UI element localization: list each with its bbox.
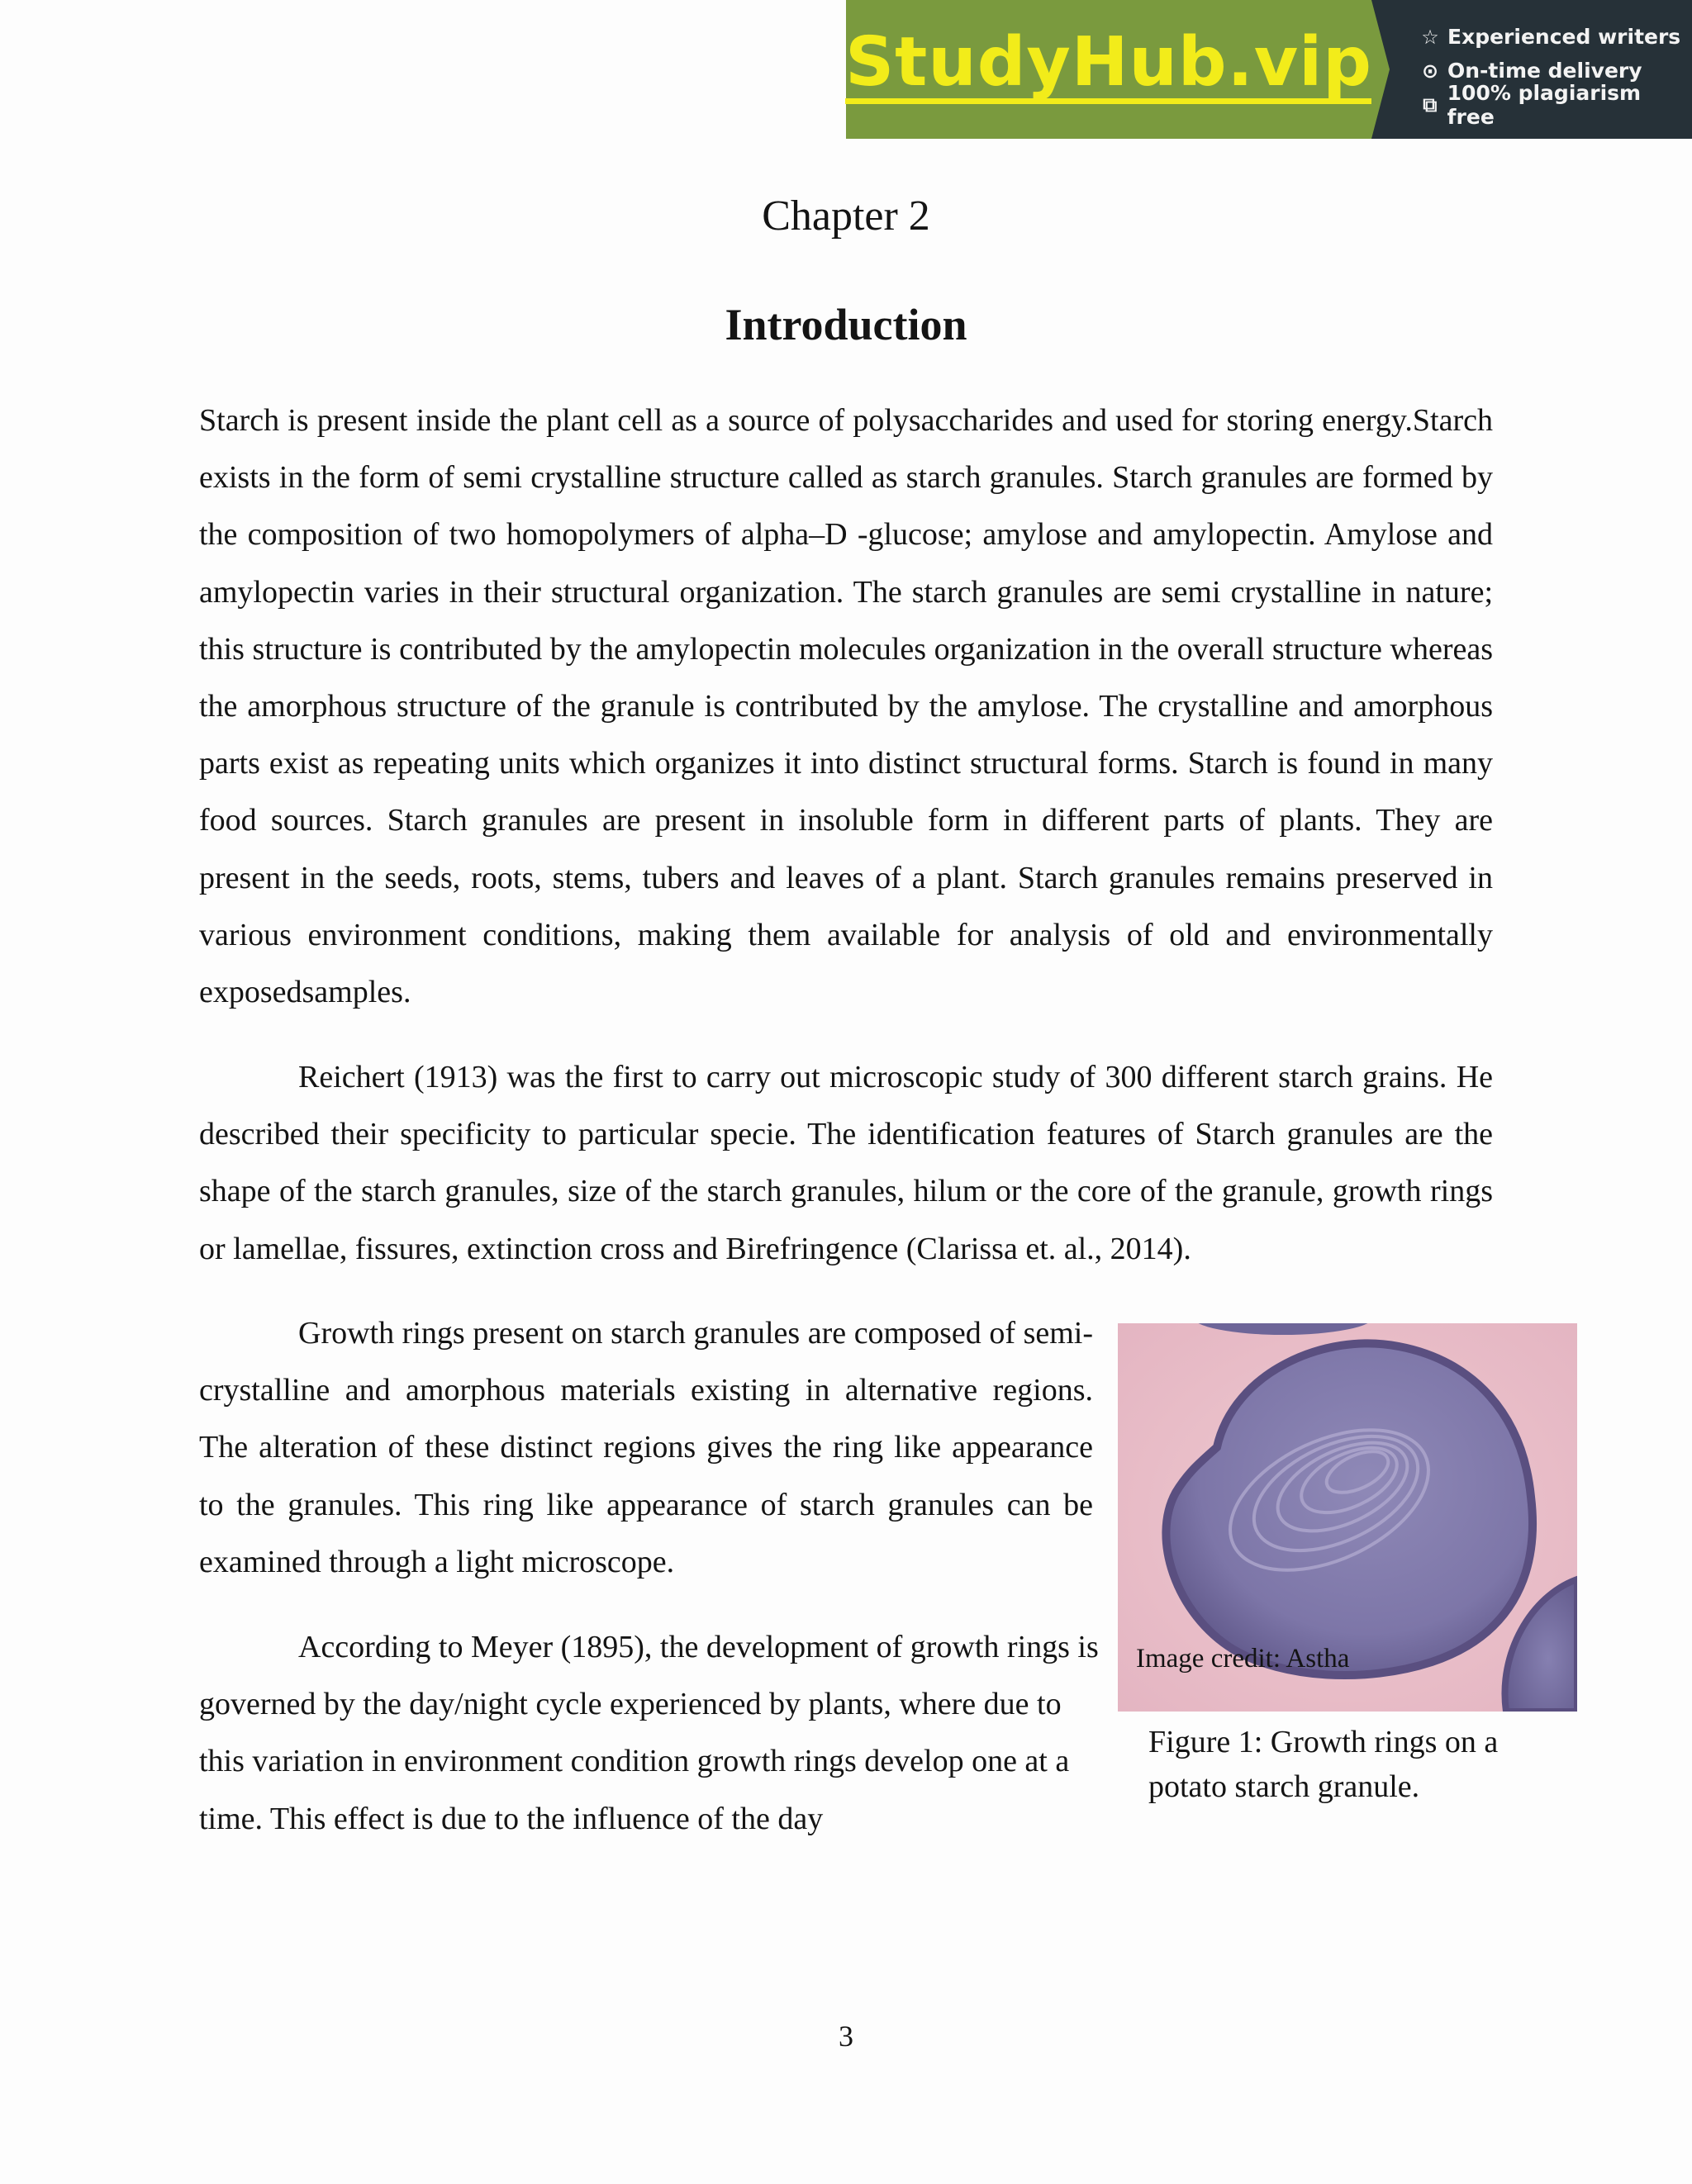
figure-caption: Figure 1: Growth rings on a potato starch granule.	[1148, 1725, 1499, 1804]
paragraph-reichert: Reichert (1913) was the first to carry out microscopic study of 300 different starch grains. He described their specificity to particular specie. The identification features of Starch granules are the shape of the starch granules, size of the starch granules, hilum or the core of the granule, growth rings or lamellae, fissures, extinction cross and Birefringence (Clarissa et. al., 2014).	[199, 1060, 1493, 1266]
star-icon: ☆	[1421, 25, 1439, 49]
logo-text: StudyHub.vip	[845, 29, 1372, 104]
banner-arrow-shape	[1371, 0, 1390, 139]
feature-label: 100% plagiarism free	[1447, 80, 1642, 129]
clock-icon: ⊙	[1421, 59, 1439, 83]
studyhub-banner[interactable]	[846, 0, 1692, 139]
image-credit: Image credit: Astha	[1136, 1644, 1350, 1674]
paragraph-meyer: According to Meyer (1895), the development of growth rings is governed by the day/night cycle experienced by plants, where due to this variation in environment condition growth rings develop one at a time. This effect is due to the influence of the day	[199, 1630, 1099, 1836]
section-heading: Introduction	[725, 300, 967, 349]
starch-granule-image	[1118, 1323, 1577, 1712]
page-number: 3	[839, 2020, 853, 2053]
paragraph-growth-rings: Growth rings present on starch granules are composed of semi-crystalline and amorphous materials existing in alternative regions. The alteration of these distinct regions gives the ring like appearance to the granules. This ring like appearance of starch granules can be examined through a light microscope.	[199, 1316, 1093, 1579]
feature-label: Experienced writers	[1447, 25, 1681, 49]
chapter-title: Chapter 2	[762, 192, 930, 240]
feature-label: On-time delivery	[1447, 59, 1642, 83]
studyhub-logo[interactable]	[846, 0, 1371, 139]
copy-icon: ⧉	[1423, 93, 1438, 116]
feature-plagiarism-free	[1419, 80, 1692, 129]
paragraph-starch-overview: Starch is present inside the plant cell as a source of polysaccharides and used for storing energy.Starch exists in the form of semi crystalline structure called as starch granules. Starch granules are formed by the composition of two homopolymers of alpha–D -glucose; amylose and amylopectin. Amylose and amylopectin varies in their structural organization. The starch granules are semi crystalline in nature; this structure is contributed by the amylopectin molecules organization in the overall structure whereas the amorphous structure of the granule is contributed by the amylose. The crystalline and amorphous parts exist as repeating units which organizes it into distinct structural forms. Starch is found in many food sources. Starch granules are present in insoluble form in different parts of plants. They are present in the seeds, roots, stems, tubers and leaves of a plant. Starch granules remains preserved in various environment conditions, making them available for analysis of old and environmentally exposedsamples.	[199, 403, 1493, 1010]
banner-features	[1371, 0, 1692, 139]
feature-experienced-writers	[1419, 20, 1692, 54]
